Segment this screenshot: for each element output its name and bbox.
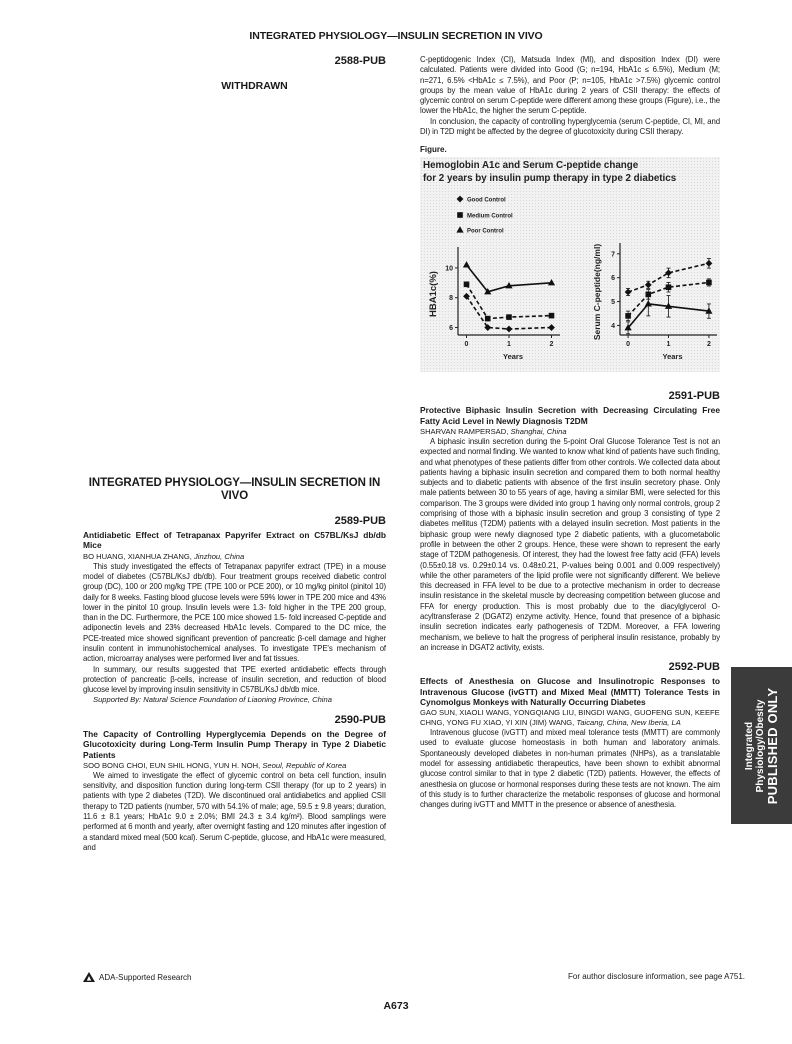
abstract-paragraph: In conclusion, the capacity of controlling hyperglycemia (serum C-peptide, CI, MI, and DI) in T2D might be affected by the degree of glucotoxicity during CSII therapy. [420, 116, 720, 137]
x-tick-label: 2 [549, 341, 554, 349]
data-point [645, 301, 652, 307]
ada-supported-label: ADA-Supported Research [99, 972, 192, 982]
legend-marker [457, 196, 464, 203]
data-point [666, 285, 672, 291]
author-affiliation: Taicang, China, New Iberia, LA [576, 718, 681, 728]
abstract-authors [420, 708, 720, 728]
abstract-title: The Capacity of Controlling Hyperglycemia Depends on the Degree of Glucotoxicity during Long-Term Insulin Pump Therapy in Type 2 Diabetic Patients [83, 728, 386, 760]
y-axis-label: HBA1c(%) [428, 271, 439, 318]
data-point [625, 313, 631, 319]
series-line [467, 285, 552, 319]
y-tick-label: 10 [445, 265, 453, 273]
ada-supported-note [83, 972, 192, 982]
page-number: A673 [383, 1000, 409, 1012]
data-point [464, 282, 470, 288]
abstract-number: 2589-PUB [334, 515, 386, 527]
x-axis-label: Years [662, 352, 683, 362]
running-header: INTEGRATED PHYSIOLOGY—INSULIN SECRETION IN VIVO [249, 30, 543, 42]
section-heading: INTEGRATED PHYSIOLOGY—INSULIN SECRETION IN VIVO [88, 477, 381, 502]
data-point [485, 316, 491, 322]
figure [420, 157, 720, 372]
data-point [506, 315, 512, 321]
abstract-title: Effects of Anesthesia on Glucose and Insulinotropic Responses to Intravenous Glucose (ivGTT) and Mixed Meal (MMTT) Tolerance Tests in Cynomolgus Monkeys with Naturally Occurring Diabetes [420, 676, 720, 708]
data-point [506, 326, 513, 333]
side-tab-text [744, 687, 780, 803]
author-names: SOO BONG CHOI, EUN SHIL HONG, YUN H. NOH, [83, 760, 263, 770]
abstract-title: Antidiabetic Effect of Tetrapanax Papyrifer Extract on C57BL/KsJ db/db Mice [83, 530, 386, 551]
abstract-number: 2590-PUB [334, 713, 386, 726]
chart-title-line: Hemoglobin A1c and Serum C-peptide change [423, 160, 639, 172]
abstract-paragraph: This study investigated the effects of Tetrapanax papyrifer extract (TPE) in a mouse model of diabetes (C57BL/KsJ db/db). Four treatment groups received diabetic control group (DC), 100 or 200 mg/kg TPE (TPE 100 or PCE 200), or 10 mg/kg pinitol (pinitol 10) daily for 8 weeks. Fasting blood glucose levels were 59% lower in TPE 200 mice and 43% lower in the pinitol 10 group. Insulin levels were 1.3- fold higher in the TPE 200 group, than in the DC. Furthermore, the PCE 100 mice showed 1.5- fold increased C-peptide and adiponectin levels and 23% decreased HbA1c levels. Compared to the DC mice, the PCE-treated mice showed significant prevention of pancreatic β-cell damage and higher insulin content in immunohistochemical analyses. To investigate TPE's mechanism of action, microarray analyses were performed liver and fat tissues. [83, 561, 386, 664]
author-names: SHARVAN RAMPERSAD, [420, 427, 511, 437]
left-column [83, 55, 386, 853]
data-point [706, 280, 712, 286]
right-column [420, 55, 720, 810]
author-affiliation: Shanghai, China [510, 427, 567, 437]
abstract-authors [83, 761, 386, 771]
x-tick-label: 1 [666, 341, 671, 349]
y-tick-label: 6 [449, 325, 453, 333]
chart-title-line: for 2 years by insulin pump therapy in type 2 diabetics [423, 172, 677, 184]
data-point [549, 313, 555, 319]
abstract-authors [83, 552, 386, 562]
section-side-tab [731, 667, 792, 824]
side-tab-line: PUBLISHED ONLY [764, 687, 780, 804]
side-tab-line: Physiology/Obesity [754, 699, 766, 792]
x-tick-label: 2 [706, 341, 711, 349]
y-tick-label: 5 [611, 299, 615, 307]
legend-label: Poor Control [467, 228, 504, 235]
legend-label: Medium Control [467, 213, 513, 220]
y-axis-label: Serum C-peptide(ng/ml) [592, 244, 602, 341]
data-point [706, 260, 713, 267]
data-point [625, 289, 632, 296]
x-tick-label: 0 [464, 341, 469, 349]
legend-label: Good Control [467, 197, 506, 204]
data-point [463, 262, 470, 268]
figure-label: Figure. [420, 145, 447, 155]
withdrawn-notice: WITHDRAWN [221, 80, 288, 92]
side-tab-line: Integrated [743, 721, 755, 770]
y-tick-label: 8 [449, 295, 453, 303]
abstract-paragraph: Intravenous glucose (ivGTT) and mixed meal tolerance tests (MMTT) are commonly used to evaluate glucose homeostasis in both human and laboratory animals. Spontaneously developed diabetes in non-human primates (NHPs), as a translatable model for assessing antidiabetic therapeutics, have been shown to exhibit abnormal glucose control similar to that in type 2 diabetic (T2D) patients. However, the effects of anesthesia on glucose or hormonal responses during these tests are not known. The aim of this study is to further characterize the metabolic responses of glucose and hormonal changes during ivGTT and MMTT in the presence or absence of anesthesia. [420, 728, 720, 810]
x-tick-label: 0 [626, 341, 631, 349]
author-affiliation: Jinzhou, China [193, 551, 245, 561]
author-names: BO HUANG, XIANHUA ZHANG, [83, 551, 194, 561]
y-tick-label: 6 [611, 275, 615, 283]
abstract-paragraph: A biphasic insulin secretion during the 5-point Oral Glucose Tolerance Test is not an expected and normal finding. We wanted to know what kind of patients have such finding, and what phenotypes of these patients differ from other controls. We collected data about patients having a biphasic insulin secretion and compared them to both normal healthy subjects and to diabetic patients with absence of the first insulin secretory phase. Only male patients between 30 to 55 years of age, having a similar BMI, were selected for this comparison. The 3 groups were divided into group 1 having only normal controls, group 2 comprising of those with a biphasic insulin secretion and group 3 consisting of type 2 diabetes mellitus (T2DM) patients with a delayed insulin secretion. Most patients in the biphasic group were newly diagnosed type 2 diabetic patients, with a glucometabolic profile in between the other 2 groups. Hence, these were shown to represent the early stage of T2DM pathogenesis. Of interest, they had the lowest free fatty acid (FFA) levels (0.55±0.18 vs. 0.29±0.14 vs. 0.48±0.21, P-values being 0.001 and 0.009 respectively) while the other parameters of the lipid profile were not significantly different. We believe this decreased in FFA level to be due to a protective mechanism in order to decrease insulin resistance in the skeletal muscle by decreasing competition between glucose and FFA for energy production. This is most probably due to the diacylglycerol O-acyltransferase 2 (DGAT2) enzyme activity. Hence, found that presence of a biphasic insulin secretion indicates early pathogenesis of T2DM. Moreover, a FFA lowering mechanism, we believe to halt the progress of peripheral insulin resistance, probably by an increase in DGAT2 activity, exists. [420, 436, 720, 652]
x-axis-label: Years [502, 352, 524, 362]
abstract-authors [420, 427, 720, 437]
data-point [548, 325, 555, 332]
data-point [645, 282, 652, 289]
series-line [467, 297, 552, 330]
abstract-number: 2591-PUB [668, 390, 720, 403]
supported-by: Supported By: Natural Science Foundation of Liaoning Province, China [93, 695, 332, 705]
abstract-paragraph: In summary, our results suggested that TPE exerted antidiabetic effects through protection of pancreatic β-cells, increase of insulin secretion, and reduction of blood glucose level by improving insulin sensitivity in C57BL/KsJ db/db mice. [83, 664, 386, 695]
abstract-number: 2592-PUB [668, 661, 720, 674]
ada-triangle-icon [83, 972, 95, 982]
legend-marker [457, 213, 463, 219]
data-point [665, 270, 672, 277]
abstract-title: Protective Biphasic Insulin Secretion with Decreasing Circulating Free Fatty Acid Level in Newly Diagnosis T2DM [420, 405, 720, 426]
y-tick-label: 7 [611, 251, 615, 259]
abstract-paragraph: C-peptidogenic Index (CI), Matsuda Index (MI), and disposition Index (DI) were calculated. Patients were divided into Good (G; n=194, HbA1c ≤ 6.5%), Medium (M; n=271, 6.5% <HbA1c ≤ 7.5%), and Poor (P; n=105, HbA1c >7.5%) glycemic control groups by the mean value of HbA1c during 2 years of CSII therapy: the effects of glycemic control on serum C-peptide were different among these groups (Figure), i.e., the lower the HbA1c, the higher the serum C-peptide. [420, 55, 720, 116]
abstract-paragraph: We aimed to investigate the effect of glycemic control on beta cell function, insulin sensitivity, and disposition function during long-term CSII therapy (for up to 2 years) in patients with type 2 diabetes (T2D). We discontinued oral antidiabetics and applied CSII therapy to T2D patients (number, 570 with 54.1% of male; age, 59.5 ± 9.8 years; duration, 11.6 ± 8.1 years; HbA1c 9.0 ± 2.0%; BMI 24.3 ± 3.4 kg/m²). Blood samplings were performed at 6 month and yearly, after overnight fasting and 120 minutes after ingestion of a standard mixed meal (500 kcal). Serum C-peptide, glucose, and HbA1c were measured, and [83, 770, 386, 852]
y-tick-label: 4 [611, 323, 615, 331]
author-affiliation: Seoul, Republic of Korea [262, 760, 347, 770]
author-names: GAO SUN, XIAOLI WANG, YONGQIANG LIU, BINGDI WANG, GUOFENG SUN, KEEFE CHNG, YONG FU XIAO, YI XIN (JIM) WANG, [420, 708, 720, 728]
disclosure-note: For author disclosure information, see page A751. [568, 972, 745, 981]
chart-svg [420, 157, 720, 372]
x-tick-label: 1 [507, 341, 511, 349]
abstract-number: 2588-PUB [334, 55, 386, 67]
legend-marker [456, 227, 463, 233]
